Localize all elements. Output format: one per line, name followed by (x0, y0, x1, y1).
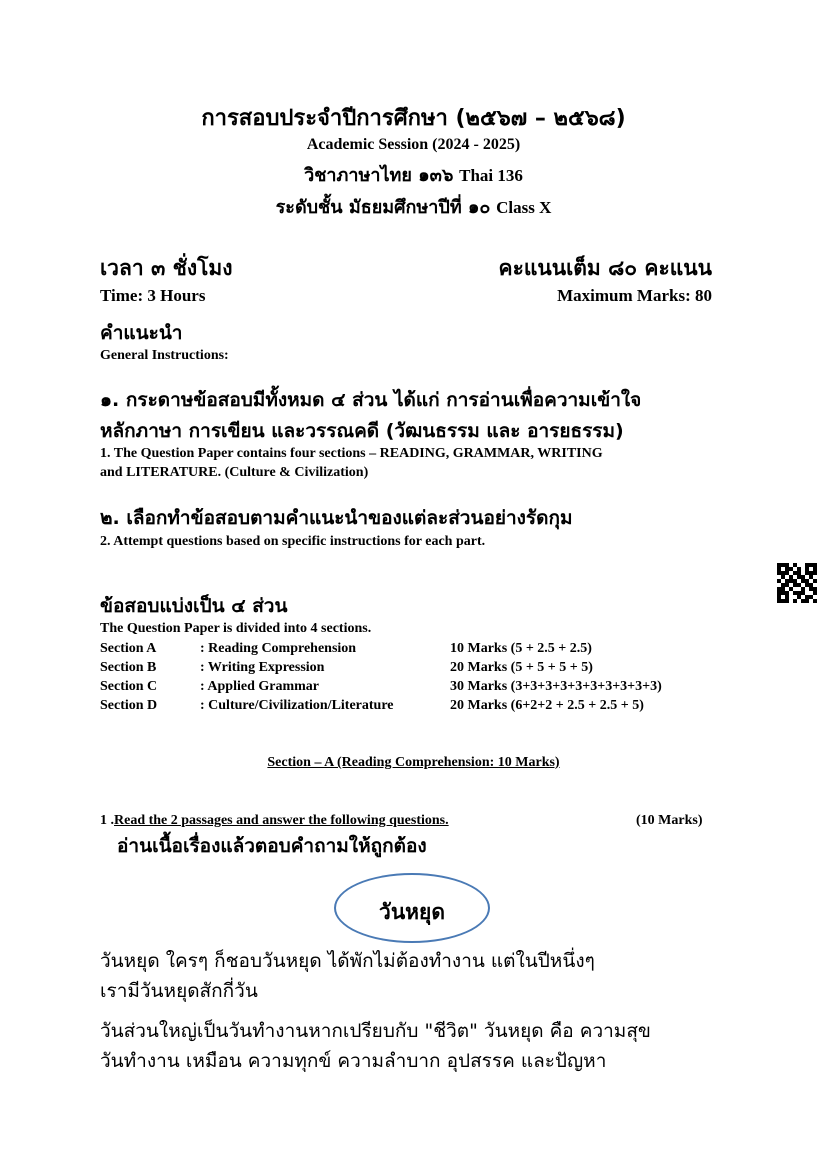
marks-en: Maximum Marks: 80 (557, 286, 712, 305)
section-row (100, 639, 750, 658)
question-1-text: Read the 2 passages and answer the following questions. (114, 813, 449, 828)
instruction-2-en: 2. Attempt questions based on specific instructions for each part. (100, 534, 486, 549)
section-name: Section C (100, 679, 158, 694)
sections-heading-thai: ข้อสอบแบ่งเป็น ๔ ส่วน (100, 595, 288, 617)
class-en: Class X (496, 198, 552, 217)
subject-line (0, 160, 827, 189)
class-thai: ระดับชั้น มัธยมศึกษาปีที่ ๑๐ (275, 197, 491, 218)
class-line (0, 192, 827, 221)
section-row (100, 658, 750, 677)
section-marks: 20 Marks (6+2+2 + 2.5 + 2.5 + 5) (450, 698, 644, 713)
sections-intro-en: The Question Paper is divided into 4 sections. (100, 621, 372, 636)
section-name: Section D (100, 698, 158, 713)
question-1-thai: อ่านเนื้อเรื่องแล้วตอบคำถามให้ถูกต้อง (117, 835, 427, 857)
section-row (100, 677, 750, 696)
subject-en: Thai 136 (459, 166, 523, 185)
passage-paragraph-2-line1: วันส่วนใหญ่เป็นวันทำงานหากเปรียบกับ "ชีวิต" วันหยุด คือ ความสุข (100, 1020, 651, 1042)
sections-table (100, 639, 750, 715)
instruction-1-en-line2: and LITERATURE. (Culture & Civilization) (100, 465, 369, 480)
time-marks-en (100, 286, 712, 306)
instruction-2-thai: ๒. เลือกทำข้อสอบตามคำแนะนำของแต่ละส่วนอย่างรัดกุม (100, 507, 573, 529)
qr-code-icon (777, 563, 817, 603)
instructions-heading-en: General Instructions: (100, 348, 229, 363)
section-name: Section B (100, 660, 157, 675)
section-title: : Culture/Civilization/Literature (200, 698, 394, 713)
passage-title: วันหยุด (379, 900, 445, 924)
question-1-number: 1 . (100, 813, 114, 828)
academic-session: Academic Session (2024 - 2025) (306, 136, 521, 153)
instruction-1-thai-line2: หลักภาษา การเขียน และวรรณคดี (วัฒนธรรม และ อารยธรรม) (100, 420, 624, 442)
question-1 (100, 813, 449, 829)
section-row (100, 696, 750, 715)
time-marks-thai (100, 252, 712, 285)
section-title: : Reading Comprehension (200, 641, 357, 656)
exam-title-thai: การสอบประจำปีการศึกษา (๒๕๖๗ – ๒๕๖๘) (201, 106, 626, 131)
section-name: Section A (100, 641, 157, 656)
section-marks: 10 Marks (5 + 2.5 + 2.5) (450, 641, 592, 656)
instruction-1-en-line1: 1. The Question Paper contains four sections – READING, GRAMMAR, WRITING (100, 446, 603, 461)
section-marks: 20 Marks (5 + 5 + 5 + 5) (450, 660, 593, 675)
subject-thai: วิชาภาษาไทย ๑๓๖ (304, 165, 454, 186)
section-title: : Applied Grammar (200, 679, 319, 694)
section-marks: 30 Marks (3+3+3+3+3+3+3+3+3+3) (450, 679, 662, 694)
section-a-heading: Section – A (Reading Comprehension: 10 Marks) (267, 755, 560, 770)
time-en: Time: 3 Hours (100, 286, 206, 305)
passage-paragraph-1-line2: เรามีวันหยุดสักกี่วัน (100, 980, 258, 1002)
passage-paragraph-2-line2: วันทำงาน เหมือน ความทุกข์ ความลำบาก อุปสรรค และปัญหา (100, 1050, 607, 1072)
instruction-1-thai-line1: ๑. กระดาษข้อสอบมีทั้งหมด ๔ ส่วน ได้แก่ การอ่านเพื่อความเข้าใจ (100, 389, 642, 411)
instructions-heading-thai: คำแนะนำ (100, 322, 183, 344)
section-title: : Writing Expression (200, 660, 325, 675)
marks-thai: คะแนนเต็ม ๘๐ คะแนน (498, 256, 712, 280)
passage-paragraph-1-line1: วันหยุด ใครๆ ก็ชอบวันหยุด ได้พักไม่ต้องทำงาน แต่ในปีหนึ่งๆ (100, 950, 595, 972)
question-1-marks: (10 Marks) (636, 813, 703, 828)
time-thai: เวลา ๓ ชั่งโมง (100, 256, 233, 280)
